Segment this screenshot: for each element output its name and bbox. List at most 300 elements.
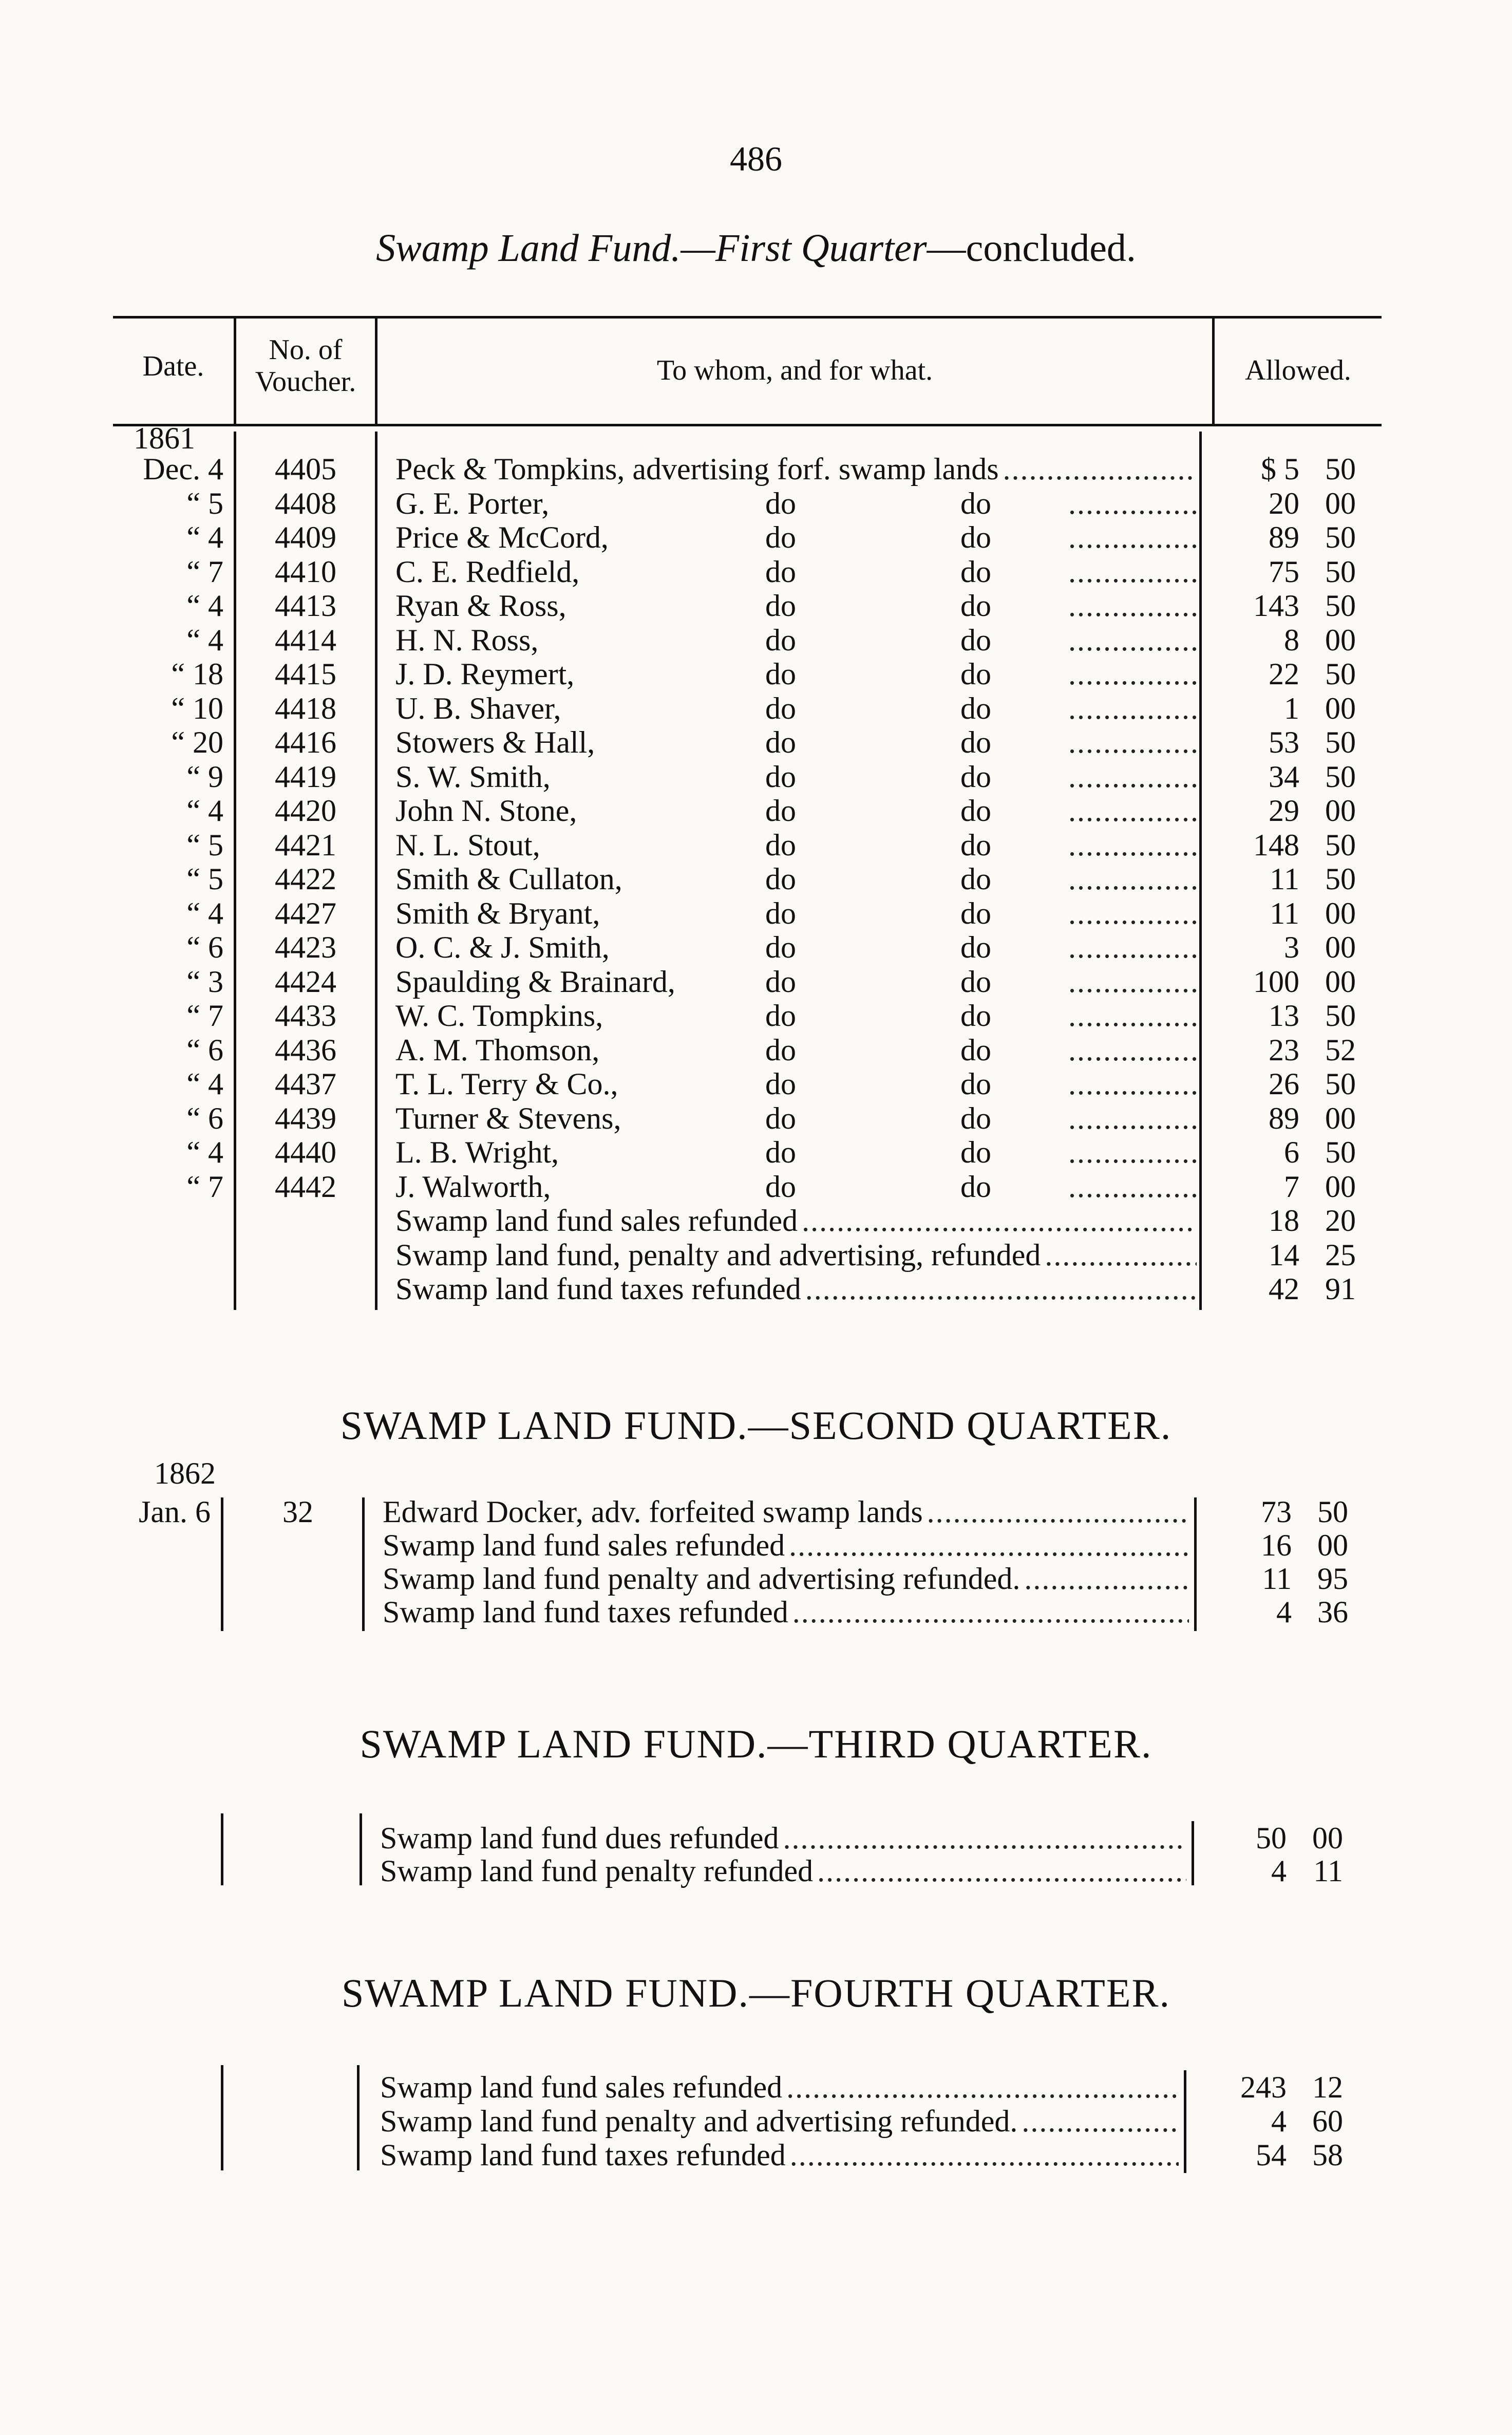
payee-description	[383, 1595, 1189, 1629]
voucher-number: 4416	[275, 725, 336, 759]
payee-description	[395, 486, 1197, 520]
allowed-amount	[1212, 760, 1356, 794]
ditto-mark: do	[765, 896, 796, 930]
payee-name: Swamp land fund taxes refunded	[383, 1595, 788, 1629]
amount-dollars: 22	[1269, 657, 1299, 691]
leader-dots	[1068, 965, 1197, 999]
leader-dots	[1003, 452, 1197, 486]
payee-description	[380, 1854, 1186, 1888]
leader-dots	[1024, 1562, 1189, 1596]
amount-cents: 00	[1325, 691, 1356, 725]
entry-date: “ 4	[186, 1067, 223, 1101]
amount-dollars: 20	[1269, 486, 1299, 520]
leader-dots	[1068, 657, 1197, 691]
leader-dots	[783, 1821, 1186, 1855]
leader-dots	[1068, 896, 1197, 930]
amount-dollars: 11	[1262, 1562, 1292, 1596]
leader-dots	[1068, 862, 1197, 896]
payee-name: Smith & Bryant,	[395, 896, 600, 930]
payee-name: Swamp land fund penalty and advertising refunded.	[383, 1562, 1020, 1596]
payee-description	[395, 691, 1197, 725]
ditto-mark: do	[960, 896, 991, 930]
leader-dots	[1068, 1033, 1197, 1067]
allowed-amount	[1212, 691, 1356, 725]
payee-name: Swamp land fund, penalty and advertising, refunded	[395, 1238, 1041, 1272]
ditto-mark: do	[960, 828, 991, 862]
running-title-plain: —concluded.	[927, 227, 1136, 270]
allowed-amount	[1199, 2138, 1343, 2172]
amount-cents: 50	[1325, 554, 1356, 589]
ditto-mark: do	[765, 930, 796, 964]
ditto-mark: do	[765, 999, 796, 1033]
payee-name: O. C. & J. Smith,	[395, 930, 610, 964]
payee-name: Swamp land fund sales refunded	[395, 1204, 798, 1238]
leader-dots	[927, 1495, 1189, 1529]
payee-name: C. E. Redfield,	[395, 554, 580, 589]
allowed-amount	[1212, 1170, 1356, 1204]
body-divider-1	[234, 432, 236, 1310]
allowed-amount	[1212, 452, 1356, 486]
ditto-mark: do	[960, 589, 991, 623]
body-divider-3	[1199, 432, 1202, 1310]
payee-name: G. E. Porter,	[395, 486, 550, 520]
voucher-number: 4410	[275, 554, 336, 589]
voucher-number: 4427	[275, 896, 336, 930]
allowed-amount	[1212, 1238, 1356, 1272]
voucher-number: 4433	[275, 999, 336, 1033]
payee-description	[395, 965, 1197, 999]
amount-dollars: 23	[1269, 1033, 1299, 1067]
allowed-amount	[1212, 1033, 1356, 1067]
ditto-mark: do	[765, 486, 796, 520]
q2-divider-1	[221, 1497, 223, 1631]
payee-description	[395, 589, 1197, 623]
q2-divider-2	[362, 1497, 365, 1631]
amount-cents: 50	[1325, 657, 1356, 691]
allowed-amount	[1212, 520, 1356, 554]
amount-cents: 00	[1325, 1169, 1356, 1204]
entry-date: “ 4	[186, 794, 223, 828]
payee-name: T. L. Terry & Co.,	[395, 1067, 618, 1101]
payee-description	[395, 862, 1197, 896]
leader-dots	[1068, 1101, 1197, 1135]
leader-dots	[1068, 486, 1197, 520]
amount-dollars: 89	[1269, 1101, 1299, 1135]
leader-dots	[1068, 555, 1197, 589]
ditto-mark: do	[765, 964, 796, 999]
payee-description	[395, 1238, 1197, 1272]
voucher-number: 4408	[275, 486, 336, 520]
amount-dollars: 34	[1269, 759, 1299, 794]
ditto-mark: do	[960, 520, 991, 554]
payee-name: Peck & Tompkins, advertising forf. swamp lands	[395, 452, 999, 486]
allowed-amount	[1212, 1135, 1356, 1169]
header-date: Date.	[142, 350, 204, 382]
leader-dots	[1068, 1067, 1197, 1101]
leader-dots	[786, 2070, 1179, 2104]
entry-date: “ 7	[186, 999, 223, 1033]
header-top-rule	[113, 316, 1382, 319]
second-quarter-heading: SWAMP LAND FUND.—SECOND QUARTER.	[340, 1403, 1172, 1448]
voucher-number: 4437	[275, 1067, 336, 1101]
voucher-number: 4442	[275, 1169, 336, 1204]
ditto-mark: do	[960, 725, 991, 759]
payee-description	[383, 1562, 1189, 1596]
amount-dollars: 42	[1269, 1272, 1299, 1306]
payee-name: J. Walworth,	[395, 1169, 551, 1204]
amount-cents: 50	[1325, 1135, 1356, 1169]
allowed-amount	[1199, 2070, 1343, 2104]
amount-cents: 50	[1325, 520, 1356, 554]
allowed-amount	[1204, 1595, 1348, 1629]
amount-cents: 50	[1325, 452, 1356, 486]
amount-dollars: 26	[1269, 1067, 1299, 1101]
ditto-mark: do	[765, 1169, 796, 1204]
leader-dots	[790, 2138, 1179, 2172]
amount-dollars: 18	[1269, 1204, 1299, 1238]
year-1862: 1862	[154, 1456, 216, 1490]
entry-date: “ 20	[171, 725, 223, 759]
payee-description	[395, 930, 1197, 964]
payee-description	[395, 1272, 1197, 1306]
leader-dots	[1068, 589, 1197, 623]
ditto-mark: do	[765, 794, 796, 828]
allowed-amount	[1212, 930, 1356, 964]
amount-cents: 91	[1325, 1272, 1356, 1306]
amount-cents: 50	[1325, 862, 1356, 896]
ditto-mark: do	[960, 759, 991, 794]
payee-name: W. C. Tompkins,	[395, 999, 603, 1033]
leader-dots	[1068, 1135, 1197, 1169]
q3-divider-3	[1192, 1821, 1194, 1885]
payee-description	[380, 2104, 1179, 2138]
amount-dollars: 4	[1271, 1854, 1287, 1888]
amount-cents: 12	[1312, 2070, 1343, 2104]
entry-date: “ 4	[186, 520, 223, 554]
payee-description	[395, 555, 1197, 589]
amount-dollars: 16	[1261, 1528, 1292, 1562]
allowed-amount	[1212, 657, 1356, 691]
ditto-mark: do	[960, 1033, 991, 1067]
amount-cents: 00	[1325, 623, 1356, 657]
ditto-mark: do	[765, 725, 796, 759]
amount-cents: 00	[1325, 1101, 1356, 1135]
amount-dollars: 53	[1269, 725, 1299, 759]
amount-cents: 50	[1317, 1495, 1348, 1529]
leader-dots	[1068, 691, 1197, 725]
entry-date: Dec. 4	[143, 452, 223, 486]
leader-dots	[1045, 1238, 1197, 1272]
ditto-mark: do	[960, 930, 991, 964]
voucher-number: 4419	[275, 759, 336, 794]
ditto-mark: do	[960, 623, 991, 657]
payee-description	[395, 1204, 1197, 1238]
payee-description	[395, 1170, 1197, 1204]
payee-name: A. M. Thomson,	[395, 1033, 600, 1067]
allowed-amount	[1212, 1101, 1356, 1135]
amount-dollars: 243	[1240, 2070, 1287, 2104]
payee-name: Smith & Cullaton,	[395, 862, 622, 896]
payee-name: Price & McCord,	[395, 520, 609, 554]
q4-divider-1	[221, 2065, 223, 2170]
entry-date: “ 6	[186, 930, 223, 964]
amount-dollars: 73	[1261, 1495, 1292, 1529]
ditto-mark: do	[960, 999, 991, 1033]
allowed-amount	[1204, 1562, 1348, 1596]
amount-cents: 95	[1317, 1562, 1348, 1596]
allowed-amount	[1199, 1821, 1343, 1855]
header-whom: To whom, and for what.	[656, 354, 933, 386]
allowed-amount	[1212, 589, 1356, 623]
ditto-mark: do	[765, 520, 796, 554]
leader-dots	[805, 1272, 1197, 1306]
amount-cents: 11	[1313, 1854, 1343, 1888]
ditto-mark: do	[960, 794, 991, 828]
payee-name: Stowers & Hall,	[395, 725, 595, 759]
amount-cents: 60	[1312, 2104, 1343, 2138]
payee-name: John N. Stone,	[395, 794, 577, 828]
leader-dots	[789, 1528, 1189, 1562]
third-quarter-heading: SWAMP LAND FUND.—THIRD QUARTER.	[360, 1721, 1152, 1766]
payee-name: J. D. Reymert,	[395, 657, 575, 691]
payee-name: Swamp land fund sales refunded	[383, 1528, 785, 1562]
amount-cents: 00	[1325, 794, 1356, 828]
ditto-mark: do	[765, 691, 796, 725]
allowed-amount	[1212, 1204, 1356, 1238]
allowed-amount	[1204, 1528, 1348, 1562]
leader-dots	[792, 1595, 1189, 1629]
amount-dollars: 6	[1284, 1135, 1299, 1169]
ditto-mark: do	[765, 623, 796, 657]
ditto-mark: do	[960, 554, 991, 589]
voucher-number: 4405	[275, 452, 336, 486]
payee-name: Swamp land fund penalty refunded	[380, 1854, 814, 1888]
entry-date: “ 6	[186, 1033, 223, 1067]
amount-cents: 50	[1325, 1067, 1356, 1101]
ditto-mark: do	[960, 657, 991, 691]
leader-dots	[1068, 623, 1197, 657]
payee-description	[380, 2138, 1179, 2172]
entry-date: “ 7	[186, 554, 223, 589]
body-divider-2	[375, 432, 377, 1310]
allowed-amount	[1204, 1495, 1348, 1529]
ditto-mark: do	[765, 828, 796, 862]
payee-description	[395, 828, 1197, 862]
voucher-number: 4440	[275, 1135, 336, 1169]
leader-dots	[1068, 794, 1197, 828]
ditto-mark: do	[960, 1135, 991, 1169]
amount-cents: 20	[1325, 1204, 1356, 1238]
payee-name: Swamp land fund penalty and advertising refunded.	[380, 2104, 1018, 2138]
allowed-amount	[1212, 965, 1356, 999]
allowed-amount	[1212, 486, 1356, 520]
header-allowed: Allowed.	[1245, 354, 1351, 386]
allowed-amount	[1199, 2104, 1343, 2138]
ditto-mark: do	[765, 1067, 796, 1101]
amount-cents: 58	[1312, 2138, 1343, 2172]
payee-description	[395, 623, 1197, 657]
entry-date: “ 5	[186, 828, 223, 862]
ditto-mark: do	[765, 1135, 796, 1169]
header-bottom-rule	[113, 424, 1382, 426]
entry-date: “ 4	[186, 896, 223, 930]
payee-description	[395, 1033, 1197, 1067]
amount-dollars: 3	[1284, 930, 1299, 964]
amount-cents: 36	[1317, 1595, 1348, 1629]
voucher-number: 4409	[275, 520, 336, 554]
allowed-amount	[1212, 623, 1356, 657]
year-1861: 1861	[134, 421, 195, 455]
payee-description	[395, 1101, 1197, 1135]
running-title-italic: Swamp Land Fund.—First Quarter	[376, 227, 927, 270]
amount-cents: 50	[1325, 999, 1356, 1033]
payee-description	[395, 657, 1197, 691]
ditto-mark: do	[765, 554, 796, 589]
entry-date: Jan. 6	[139, 1495, 211, 1529]
ditto-mark: do	[960, 1067, 991, 1101]
amount-cents: 52	[1325, 1033, 1356, 1067]
entry-date: “ 10	[171, 691, 223, 725]
q4-divider-3	[1184, 2070, 1186, 2173]
voucher-number: 4415	[275, 657, 336, 691]
ditto-mark: do	[765, 1101, 796, 1135]
q3-divider-2	[360, 1813, 362, 1885]
allowed-amount	[1212, 794, 1356, 828]
allowed-amount	[1212, 725, 1356, 759]
leader-dots	[817, 1854, 1186, 1888]
allowed-amount	[1212, 862, 1356, 896]
payee-name: N. L. Stout,	[395, 828, 540, 862]
voucher-number: 4422	[275, 862, 336, 896]
amount-dollars: 13	[1269, 999, 1299, 1033]
payee-description	[395, 794, 1197, 828]
leader-dots	[1068, 828, 1197, 862]
voucher-number: 4418	[275, 691, 336, 725]
ditto-mark: do	[765, 1033, 796, 1067]
amount-dollars: 4	[1271, 2104, 1287, 2138]
entry-date: “ 5	[186, 862, 223, 896]
voucher-number: 4436	[275, 1033, 336, 1067]
payee-name: Ryan & Ross,	[395, 589, 566, 623]
amount-cents: 00	[1312, 1821, 1343, 1855]
payee-name: Turner & Stevens,	[395, 1101, 621, 1135]
q3-divider-1	[221, 1813, 223, 1885]
ditto-mark: do	[765, 759, 796, 794]
ditto-mark: do	[960, 691, 991, 725]
amount-dollars: 89	[1269, 520, 1299, 554]
amount-dollars: 143	[1253, 589, 1299, 623]
header-voucher: No. of Voucher.	[255, 334, 356, 398]
entry-date: “ 9	[186, 759, 223, 794]
amount-cents: 50	[1325, 589, 1356, 623]
amount-dollars: 75	[1269, 554, 1299, 589]
entry-date: “ 3	[186, 964, 223, 999]
payee-description	[395, 725, 1197, 759]
allowed-amount	[1212, 828, 1356, 862]
leader-dots	[1022, 2104, 1179, 2138]
entry-date: “ 18	[171, 657, 223, 691]
amount-cents: 00	[1325, 896, 1356, 930]
amount-dollars: 4	[1276, 1595, 1292, 1629]
amount-cents: 50	[1325, 725, 1356, 759]
payee-name: Spaulding & Brainard,	[395, 964, 675, 999]
amount-dollars: 100	[1253, 964, 1299, 999]
ditto-mark: do	[960, 1169, 991, 1204]
amount-dollars: 8	[1284, 623, 1299, 657]
payee-name: U. B. Shaver,	[395, 691, 561, 725]
payee-description	[383, 1528, 1189, 1562]
ditto-mark: do	[960, 862, 991, 896]
ditto-mark: do	[960, 486, 991, 520]
amount-cents: 50	[1325, 828, 1356, 862]
entry-date: “ 6	[186, 1101, 223, 1135]
voucher-number: 4439	[275, 1101, 336, 1135]
ditto-mark: do	[960, 964, 991, 999]
payee-description	[380, 2070, 1179, 2104]
payee-name: Edward Docker, adv. forfeited swamp lands	[383, 1495, 923, 1529]
payee-description	[395, 999, 1197, 1033]
q2-divider-3	[1194, 1497, 1197, 1631]
payee-name: S. W. Smith,	[395, 759, 551, 794]
payee-description	[395, 1067, 1197, 1101]
voucher-number: 4420	[275, 794, 336, 828]
amount-dollars: 29	[1269, 794, 1299, 828]
ditto-mark: do	[765, 657, 796, 691]
voucher-number: 4424	[275, 964, 336, 999]
q4-divider-2	[357, 2065, 360, 2170]
leader-dots	[1068, 520, 1197, 554]
payee-description	[395, 520, 1197, 554]
amount-cents: 50	[1325, 759, 1356, 794]
allowed-amount	[1212, 1272, 1356, 1306]
amount-dollars: $ 5	[1261, 452, 1299, 486]
ditto-mark: do	[960, 1101, 991, 1135]
payee-name: Swamp land fund taxes refunded	[395, 1272, 801, 1306]
leader-dots	[1068, 760, 1197, 794]
amount-dollars: 148	[1253, 828, 1299, 862]
voucher-number: 4423	[275, 930, 336, 964]
voucher-number: 32	[282, 1495, 313, 1529]
amount-dollars: 7	[1284, 1169, 1299, 1204]
leader-dots	[1068, 930, 1197, 964]
running-title	[0, 226, 1512, 271]
payee-name: Swamp land fund sales refunded	[380, 2070, 783, 2104]
amount-dollars: 11	[1270, 862, 1299, 896]
voucher-number: 4421	[275, 828, 336, 862]
entry-date: “ 4	[186, 589, 223, 623]
payee-name: Swamp land fund taxes refunded	[380, 2138, 786, 2172]
amount-cents: 25	[1325, 1238, 1356, 1272]
amount-cents: 00	[1325, 964, 1356, 999]
ditto-mark: do	[765, 862, 796, 896]
leader-dots	[802, 1204, 1197, 1238]
voucher-number: 4414	[275, 623, 336, 657]
payee-description	[395, 1135, 1197, 1169]
amount-dollars: 1	[1284, 691, 1299, 725]
entry-date: “ 7	[186, 1169, 223, 1204]
allowed-amount	[1212, 896, 1356, 930]
amount-cents: 00	[1325, 930, 1356, 964]
entry-date: “ 5	[186, 486, 223, 520]
allowed-amount	[1212, 555, 1356, 589]
leader-dots	[1068, 1170, 1197, 1204]
payee-description	[383, 1495, 1189, 1529]
ditto-mark: do	[765, 589, 796, 623]
payee-name: Swamp land fund dues refunded	[380, 1821, 779, 1855]
payee-description	[395, 760, 1197, 794]
amount-cents: 00	[1317, 1528, 1348, 1562]
allowed-amount	[1199, 1854, 1343, 1888]
